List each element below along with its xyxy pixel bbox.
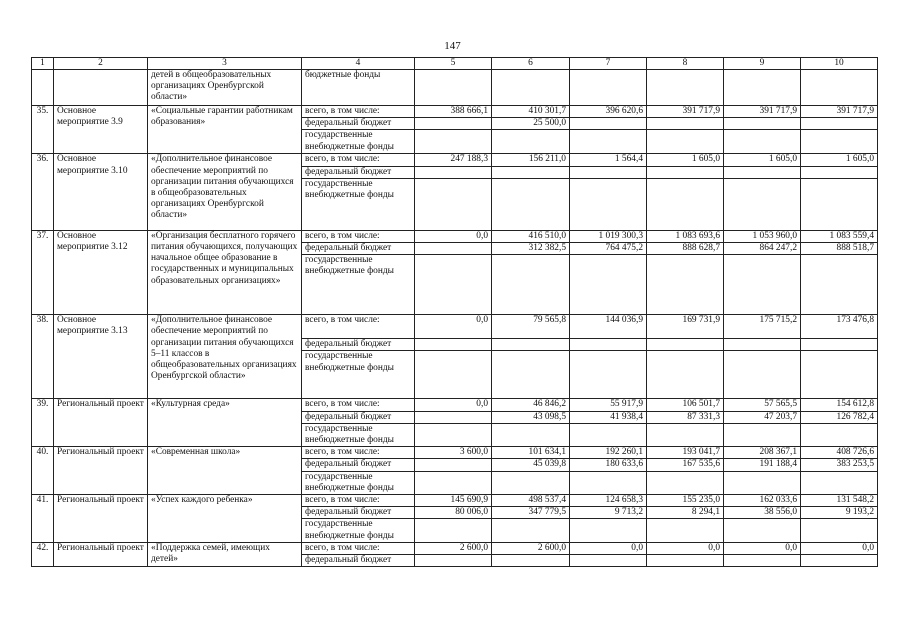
amount-cell [415,459,492,471]
amount-cell [801,166,878,178]
amount-cell [724,166,801,178]
funding-source: государственные внебюджетные фонды [302,423,415,446]
amount-cell: 391 717,9 [647,106,724,118]
amount-cell [492,178,570,230]
amount-cell: 0,0 [724,542,801,554]
amount-cell [570,555,647,567]
amount-cell: 1 083 693,6 [647,230,724,242]
amount-cell: 1 564,4 [570,154,647,166]
amount-cell [415,519,492,542]
amount-cell [415,411,492,423]
amount-cell [492,471,570,494]
table-row [32,106,878,118]
funding-source: федеральный бюджет [302,507,415,519]
amount-cell: 498 537,4 [492,495,570,507]
activity-type [54,70,148,106]
amount-cell: 193 041,7 [647,447,724,459]
table-row [32,315,878,339]
header-row [32,58,878,70]
amount-cell [492,555,570,567]
amount-cell [724,70,801,106]
activity-name: «Современная школа» [148,447,302,495]
amount-cell: 175 715,2 [724,315,801,339]
amount-cell [415,423,492,446]
amount-cell [570,166,647,178]
funding-source: государственные внебюджетные фонды [302,255,415,315]
funding-source: всего, в том числе: [302,315,415,339]
amount-cell [415,351,492,399]
row-number: 35. [32,106,54,154]
amount-cell [570,178,647,230]
amount-cell: 2 600,0 [492,542,570,554]
column-header: 4 [302,58,415,70]
amount-cell: 156 211,0 [492,154,570,166]
funding-source: государственные внебюджетные фонды [302,130,415,154]
activity-name: «Дополнительное финансовое обеспечение мероприятий по организации питания обучающихся в общеобразовательных организациях Оренбургской области» [148,154,302,230]
amount-cell: 396 620,6 [570,106,647,118]
amount-cell: 46 846,2 [492,399,570,411]
amount-cell: 79 565,8 [492,315,570,339]
budget-table [31,57,878,567]
amount-cell: 347 779,5 [492,507,570,519]
amount-cell [801,423,878,446]
amount-cell [415,243,492,255]
amount-cell: 416 510,0 [492,230,570,242]
table-row [32,542,878,554]
activity-name: «Культурная среда» [148,399,302,447]
amount-cell [801,130,878,154]
amount-cell: 888 628,7 [647,243,724,255]
amount-cell [724,339,801,351]
amount-cell: 155 235,0 [647,495,724,507]
amount-cell: 0,0 [647,542,724,554]
column-header: 8 [647,58,724,70]
activity-name: «Социальные гарантии работникам образования» [148,106,302,154]
amount-cell [570,423,647,446]
column-header: 9 [724,58,801,70]
funding-source: всего, в том числе: [302,542,415,554]
amount-cell: 57 565,5 [724,399,801,411]
activity-type: Региональный проект [54,542,148,566]
activity-name: «Поддержка семей, имеющих детей» [148,542,302,566]
amount-cell: 1 605,0 [724,154,801,166]
amount-cell [724,178,801,230]
amount-cell [801,471,878,494]
amount-cell [647,255,724,315]
amount-cell: 1 083 559,4 [801,230,878,242]
funding-source: всего, в том числе: [302,154,415,166]
amount-cell: 0,0 [570,542,647,554]
funding-source: федеральный бюджет [302,555,415,567]
activity-type: Региональный проект [54,399,148,447]
row-number: 37. [32,230,54,314]
page-number: 147 [444,40,461,52]
amount-cell [415,555,492,567]
amount-cell: 0,0 [415,315,492,339]
amount-cell [801,555,878,567]
row-number: 38. [32,315,54,399]
amount-cell [647,519,724,542]
activity-type: Основное мероприятие 3.10 [54,154,148,230]
amount-cell [415,255,492,315]
amount-cell: 80 006,0 [415,507,492,519]
row-number: 42. [32,542,54,566]
column-header: 3 [148,58,302,70]
amount-cell [492,130,570,154]
amount-cell: 38 556,0 [724,507,801,519]
amount-cell: 191 188,4 [724,459,801,471]
amount-cell [647,130,724,154]
amount-cell [801,118,878,130]
amount-cell: 55 917,9 [570,399,647,411]
amount-cell: 312 382,5 [492,243,570,255]
amount-cell: 0,0 [415,230,492,242]
amount-cell: 410 301,7 [492,106,570,118]
amount-cell [570,519,647,542]
amount-cell [415,166,492,178]
amount-cell: 47 203,7 [724,411,801,423]
amount-cell: 154 612,8 [801,399,878,411]
amount-cell: 169 731,9 [647,315,724,339]
amount-cell [647,423,724,446]
table-row [32,230,878,242]
funding-source: федеральный бюджет [302,411,415,423]
row-number: 39. [32,399,54,447]
amount-cell: 124 658,3 [570,495,647,507]
amount-cell [415,130,492,154]
amount-cell [647,339,724,351]
amount-cell [801,339,878,351]
amount-cell: 888 518,7 [801,243,878,255]
amount-cell: 145 690,9 [415,495,492,507]
amount-cell: 391 717,9 [724,106,801,118]
amount-cell: 43 098,5 [492,411,570,423]
amount-cell [724,130,801,154]
funding-source: государственные внебюджетные фонды [302,351,415,399]
activity-type: Основное мероприятие 3.12 [54,230,148,314]
row-number: 36. [32,154,54,230]
amount-cell [724,423,801,446]
amount-cell: 0,0 [415,399,492,411]
amount-cell: 1 605,0 [801,154,878,166]
funding-source: бюджетные фонды [302,70,415,106]
amount-cell: 2 600,0 [415,542,492,554]
amount-cell [647,555,724,567]
amount-cell [647,118,724,130]
amount-cell: 45 039,8 [492,459,570,471]
amount-cell [415,118,492,130]
activity-name: «Организация бесплатного горячего питания обучающихся, получающих начальное общее образование в государственных и муниципальных образовательных организациях» [148,230,302,314]
amount-cell [570,70,647,106]
activity-type: Региональный проект [54,495,148,543]
amount-cell [724,519,801,542]
table-row [32,154,878,166]
table-row [32,399,878,411]
amount-cell: 1 019 300,3 [570,230,647,242]
amount-cell [570,255,647,315]
amount-cell: 8 294,1 [647,507,724,519]
amount-cell [724,471,801,494]
amount-cell [492,423,570,446]
activity-name: «Успех каждого ребенка» [148,495,302,543]
funding-source: всего, в том числе: [302,106,415,118]
funding-source: государственные внебюджетные фонды [302,519,415,542]
amount-cell [647,70,724,106]
amount-cell: 208 367,1 [724,447,801,459]
amount-cell [801,255,878,315]
amount-cell [570,339,647,351]
amount-cell [415,471,492,494]
funding-source: всего, в том числе: [302,399,415,411]
amount-cell [570,118,647,130]
amount-cell: 1 053 960,0 [724,230,801,242]
amount-cell [415,339,492,351]
row-number: 41. [32,495,54,543]
funding-source: всего, в том числе: [302,495,415,507]
amount-cell [492,519,570,542]
activity-type: Основное мероприятие 3.13 [54,315,148,399]
funding-source: федеральный бюджет [302,243,415,255]
amount-cell: 25 500,0 [492,118,570,130]
amount-cell: 764 475,2 [570,243,647,255]
amount-cell: 9 713,2 [570,507,647,519]
funding-source: государственные внебюджетные фонды [302,471,415,494]
amount-cell [492,339,570,351]
funding-source: федеральный бюджет [302,339,415,351]
funding-source: всего, в том числе: [302,230,415,242]
funding-source: федеральный бюджет [302,118,415,130]
amount-cell: 173 476,8 [801,315,878,339]
funding-source: всего, в том числе: [302,447,415,459]
column-header: 1 [32,58,54,70]
amount-cell [724,118,801,130]
activity-type: Региональный проект [54,447,148,495]
column-header: 5 [415,58,492,70]
amount-cell [801,351,878,399]
amount-cell: 131 548,2 [801,495,878,507]
amount-cell [647,351,724,399]
amount-cell: 864 247,2 [724,243,801,255]
amount-cell: 0,0 [801,542,878,554]
amount-cell [724,555,801,567]
amount-cell: 9 193,2 [801,507,878,519]
amount-cell [492,351,570,399]
amount-cell: 247 188,3 [415,154,492,166]
amount-cell [724,255,801,315]
amount-cell [415,70,492,106]
amount-cell [570,471,647,494]
amount-cell: 144 036,9 [570,315,647,339]
amount-cell: 192 260,1 [570,447,647,459]
amount-cell: 3 600,0 [415,447,492,459]
amount-cell [570,130,647,154]
amount-cell: 162 033,6 [724,495,801,507]
column-header: 7 [570,58,647,70]
activity-name: «Дополнительное финансовое обеспечение мероприятий по организации питания обучающихся 5–11 классов в общеобразовательных организациях Оренбургской области» [148,315,302,399]
activity-name: детей в общеобразовательных организациях Оренбургской области» [148,70,302,106]
amount-cell [647,471,724,494]
amount-cell: 408 726,6 [801,447,878,459]
column-header: 2 [54,58,148,70]
amount-cell [492,166,570,178]
amount-cell: 388 666,1 [415,106,492,118]
amount-cell [724,351,801,399]
amount-cell: 391 717,9 [801,106,878,118]
amount-cell: 87 331,3 [647,411,724,423]
amount-cell: 167 535,6 [647,459,724,471]
row-number: 40. [32,447,54,495]
funding-source: государственные внебюджетные фонды [302,178,415,230]
amount-cell [801,178,878,230]
amount-cell [801,70,878,106]
table-row [32,495,878,507]
amount-cell [492,70,570,106]
amount-cell [492,255,570,315]
column-header: 6 [492,58,570,70]
amount-cell: 1 605,0 [647,154,724,166]
amount-cell: 101 634,1 [492,447,570,459]
amount-cell [647,178,724,230]
row-number [32,70,54,106]
activity-type: Основное мероприятие 3.9 [54,106,148,154]
table-row [32,447,878,459]
amount-cell: 41 938,4 [570,411,647,423]
amount-cell: 180 633,6 [570,459,647,471]
amount-cell: 106 501,7 [647,399,724,411]
amount-cell: 383 253,5 [801,459,878,471]
column-header: 10 [801,58,878,70]
amount-cell [801,519,878,542]
funding-source: федеральный бюджет [302,166,415,178]
amount-cell [415,178,492,230]
table-row [32,70,878,106]
amount-cell: 126 782,4 [801,411,878,423]
funding-source: федеральный бюджет [302,459,415,471]
amount-cell [570,351,647,399]
amount-cell [647,166,724,178]
